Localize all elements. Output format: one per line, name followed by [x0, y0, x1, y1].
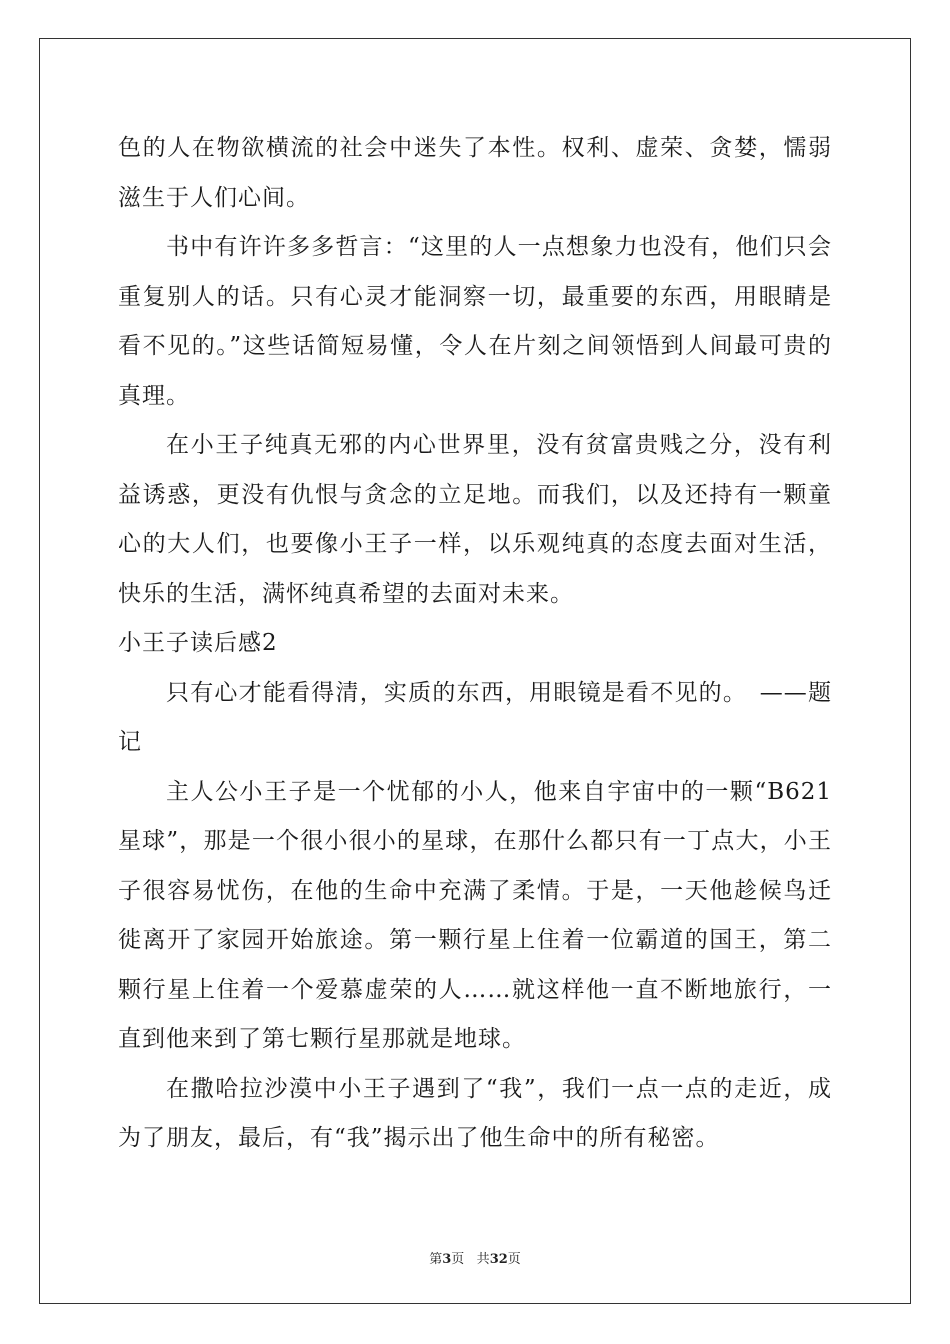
page-suffix: 页: [451, 1252, 465, 1267]
section-heading: 小王子读后感2: [118, 630, 278, 656]
paragraph-sahara: 在撒哈拉沙漠中小王子遇到了“我”，我们一点一点的走近，成为了朋友，最后，有“我”揭示出了他生命中的所有秘密。: [118, 1075, 832, 1151]
paragraph-epigraph: 只有心才能看得清，实质的东西，用眼镜是看不见的。 ——题记: [118, 679, 832, 755]
document-body: [118, 124, 832, 1164]
total-pages: 32: [489, 1252, 508, 1267]
total-suffix: 页: [507, 1252, 521, 1267]
page-number: 3: [442, 1252, 452, 1267]
page-prefix: 第: [429, 1252, 443, 1267]
paragraph-continuation: 色的人在物欲横流的社会中迷失了本性。权利、虚荣、贪婪，懦弱滋生于人们心间。: [118, 135, 832, 211]
page-footer: [0, 1248, 950, 1267]
paragraph-innocence: 在小王子纯真无邪的内心世界里，没有贫富贵贱之分，没有利益诱惑，更没有仇恨与贪念的立足地。而我们，以及还持有一颗童心的大人们，也要像小王子一样，以乐观纯真的态度去面对生活，快乐的生活，满怀纯真希望的去面对未来。: [118, 432, 832, 607]
paragraph-protagonist: 主人公小王子是一个忧郁的小人，他来自宇宙中的一颗“B621星球”，那是一个很小很小的星球，在那什么都只有一丁点大，小王子很容易忧伤，在他的生命中充满了柔情。于是，一天他趁候鸟迁徙离开了家园开始旅途。第一颗行星上住着一位霸道的国王，第二颗行星上住着一个爱慕虚荣的人……就这样他一直不断地旅行，一直到他来到了第七颗行星那就是地球。: [118, 778, 832, 1052]
paragraph-quotes: 书中有许许多多哲言：“这里的人一点想象力也没有，他们只会重复别人的话。只有心灵才能洞察一切，最重要的东西，用眼睛是看不见的。”这些话简短易懂，令人在片刻之间领悟到人间最可贵的真理。: [118, 234, 832, 409]
total-prefix: 共: [476, 1252, 490, 1267]
